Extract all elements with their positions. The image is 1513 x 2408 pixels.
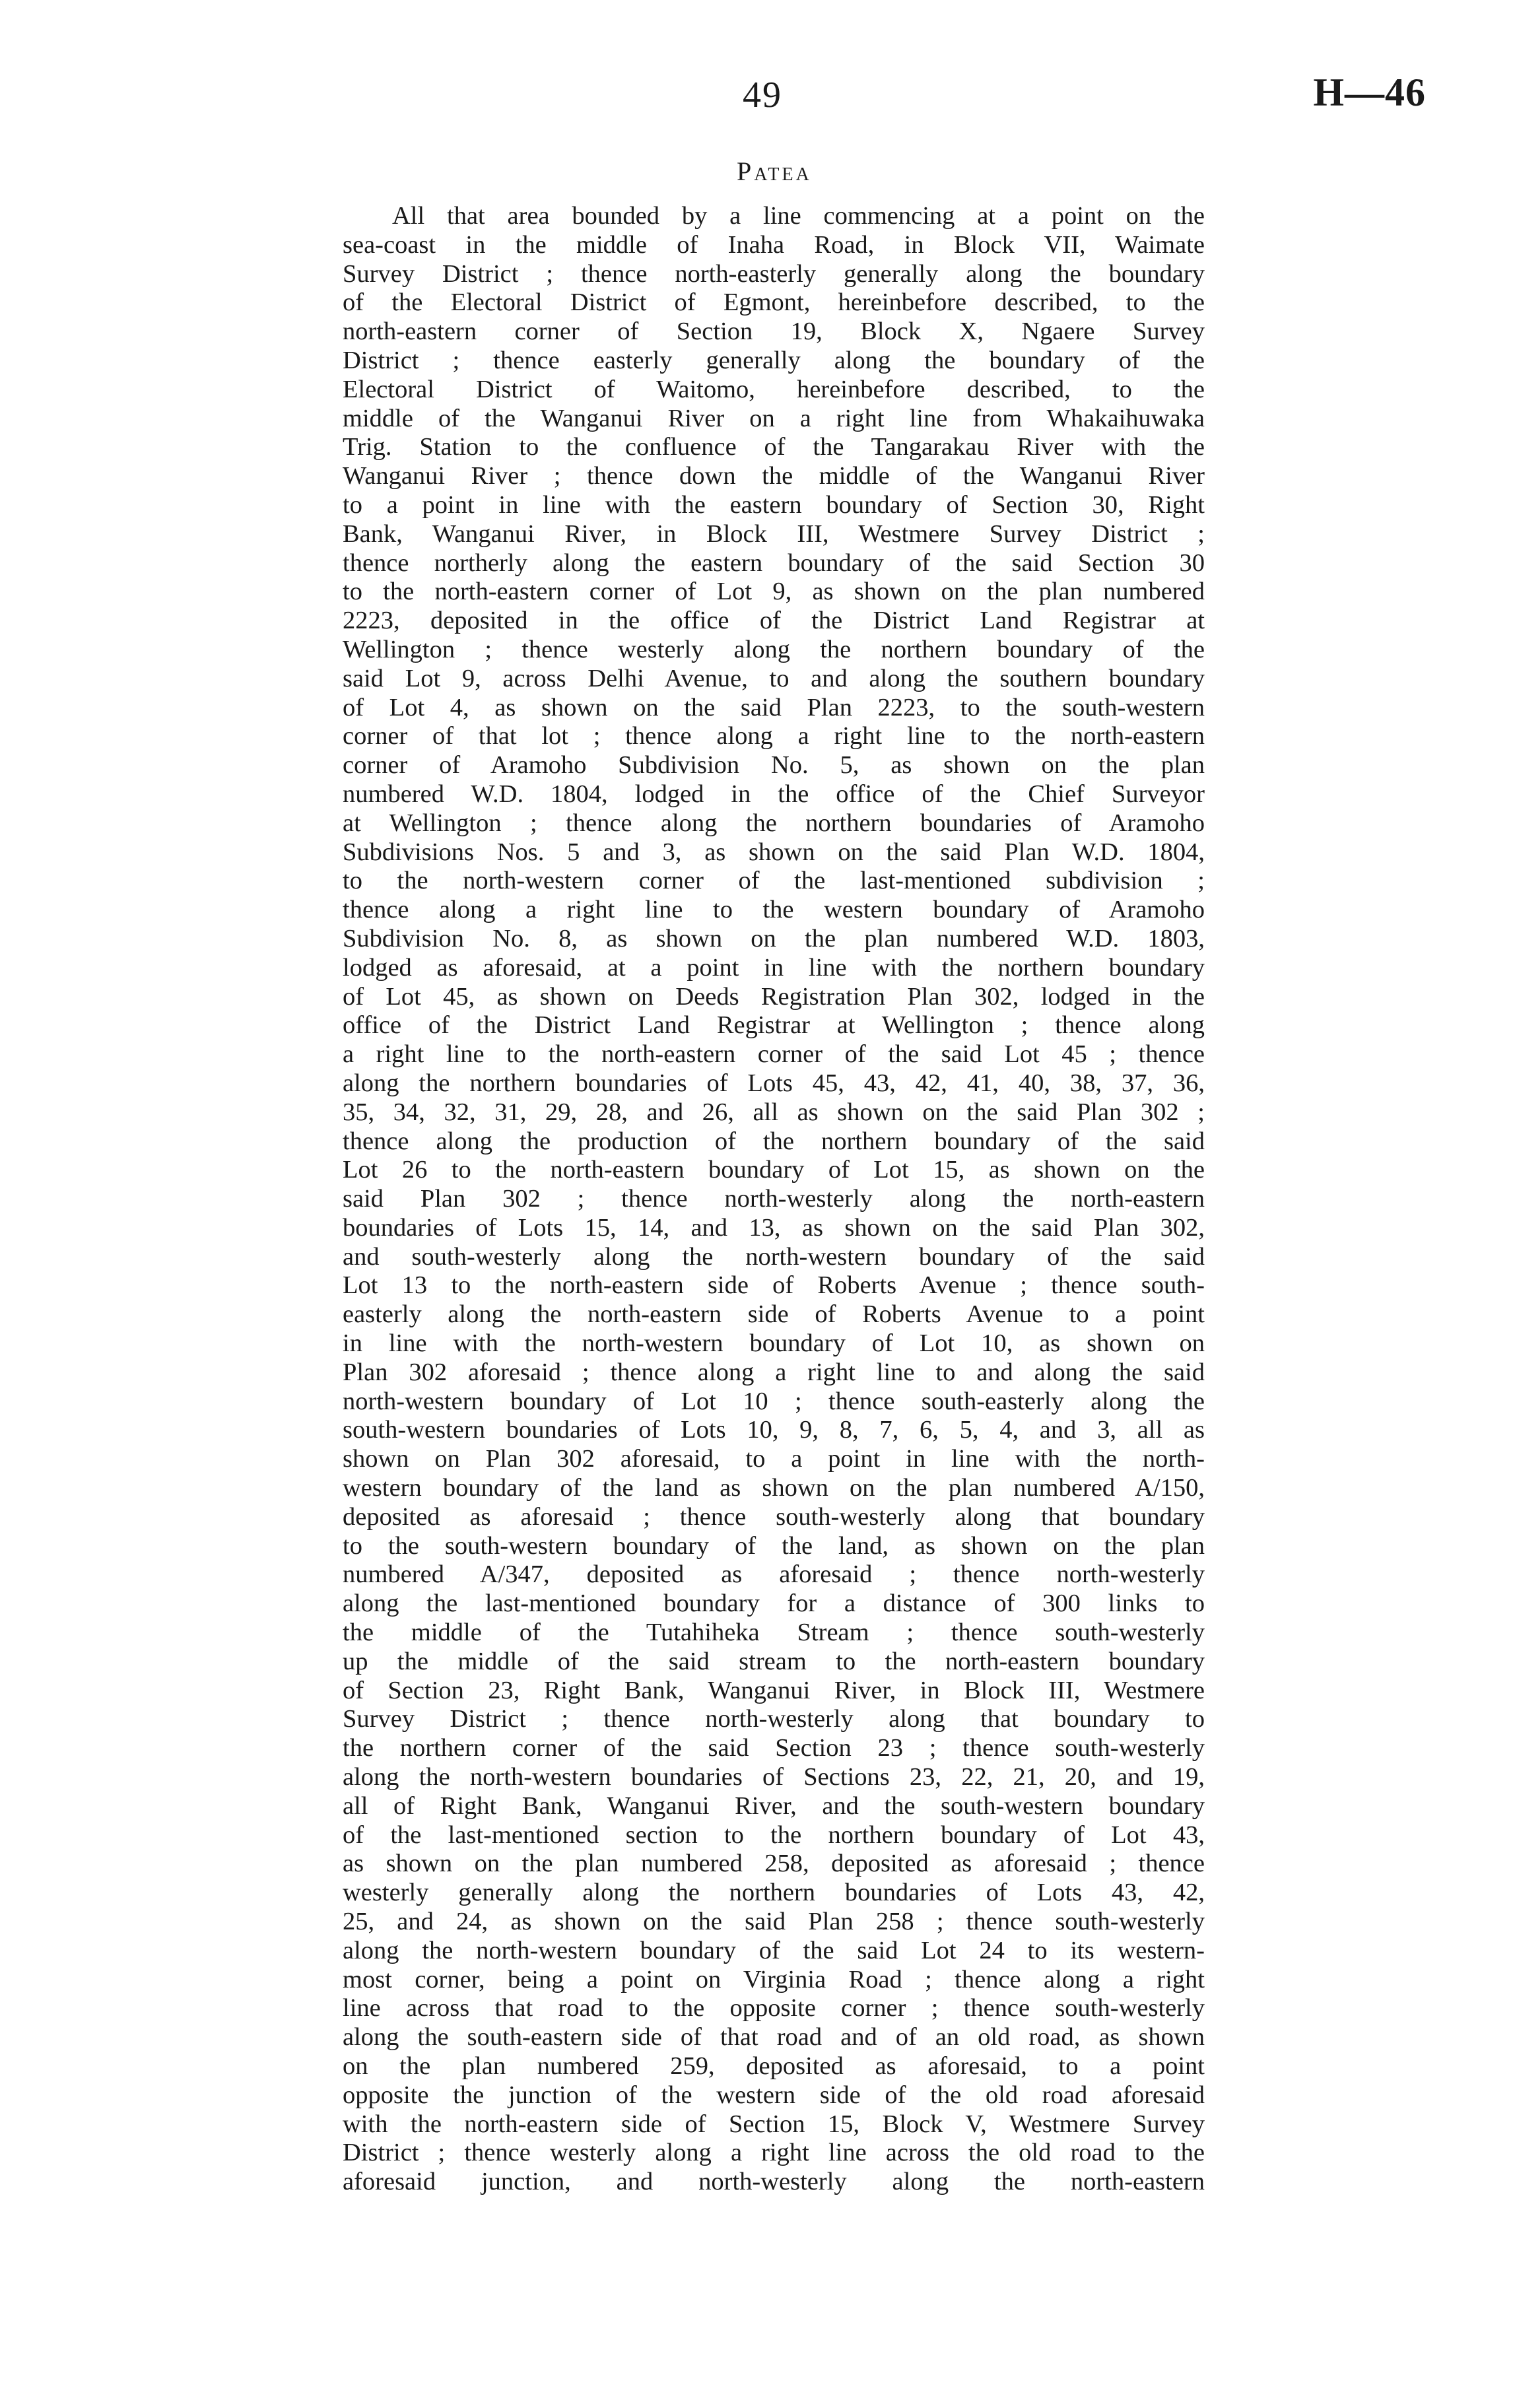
text-line: thence northerly along the eastern boundary of the said Section 30 [343,549,1205,577]
text-line: of Section 23, Right Bank, Wanganui River, in Block III, Westmere [343,1676,1205,1704]
text-line: to the north-eastern corner of Lot 9, as shown on the plan numbered [343,578,1205,606]
text-line: opposite the junction of the western side of the old road aforesaid [343,2081,1205,2109]
text-line: as shown on the plan numbered 258, deposited as aforesaid ; thence [343,1850,1205,1878]
text-line: thence along a right line to the western boundary of Aramoho [343,896,1205,924]
text-line: middle of the Wanganui River on a right line from Whakaihuwaka [343,404,1205,432]
text-line: easterly along the north-eastern side of Roberts Avenue to a point [343,1300,1205,1329]
page-number: 49 [743,75,782,116]
text-line: south-western boundaries of Lots 10, 9, 8, 7, 6, 5, 4, and 3, all as [343,1416,1205,1444]
text-line: District ; thence westerly along a right line across the old road to the [343,2139,1205,2167]
text-line: boundaries of Lots 15, 14, and 13, as shown on the said Plan 302, [343,1213,1205,1242]
text-line: Electoral District of Waitomo, hereinbefore described, to the [343,375,1205,403]
text-line: thence along the production of the northern boundary of the said [343,1127,1205,1155]
text-line: at Wellington ; thence along the northern boundaries of Aramoho [343,809,1205,837]
text-line: of Lot 45, as shown on Deeds Registration Plan 302, lodged in the [343,982,1205,1011]
section-heading: Patea [737,156,812,186]
text-line: along the north-western boundary of the said Lot 24 to its western- [343,1936,1205,1964]
text-line: Plan 302 aforesaid ; thence along a right line to and along the said [343,1358,1205,1386]
text-line: Trig. Station to the confluence of the Tangarakau River with the [343,433,1205,461]
text-line: and south-westerly along the north-western boundary of the said [343,1242,1205,1271]
text-line: Wanganui River ; thence down the middle of the Wanganui River [343,462,1205,490]
text-line: to the north-western corner of the last-mentioned subdivision ; [343,867,1205,895]
text-line: along the north-western boundaries of Sections 23, 22, 21, 20, and 19, [343,1763,1205,1791]
text-line: of the last-mentioned section to the northern boundary of Lot 43, [343,1821,1205,1849]
text-line: line across that road to the opposite corner ; thence south-westerly [343,1994,1205,2023]
text-line: most corner, being a point on Virginia Road ; thence along a right [343,1965,1205,1993]
text-line: Survey District ; thence north-easterly generally along the boundary [343,259,1205,288]
boundary-description [343,202,1205,2197]
text-line: along the south-eastern side of that road and of an old road, as shown [343,2023,1205,2052]
text-line: numbered W.D. 1804, lodged in the office of the Chief Surveyor [343,780,1205,808]
text-line: on the plan numbered 259, deposited as aforesaid, to a point [343,2052,1205,2080]
text-line: the middle of the Tutahiheka Stream ; thence south-westerly [343,1619,1205,1647]
text-line: Survey District ; thence north-westerly along that boundary to [343,1705,1205,1733]
text-line: of Lot 4, as shown on the said Plan 2223, to the south-western [343,693,1205,721]
text-line: said Plan 302 ; thence north-westerly along the north-eastern [343,1185,1205,1213]
text-line: Lot 26 to the north-eastern boundary of Lot 15, as shown on the [343,1156,1205,1184]
text-line: corner of Aramoho Subdivision No. 5, as shown on the plan [343,751,1205,780]
text-line: along the northern boundaries of Lots 45, 43, 42, 41, 40, 38, 37, 36, [343,1069,1205,1097]
text-line: westerly generally along the northern boundaries of Lots 43, 42, [343,1879,1205,1907]
text-line: shown on Plan 302 aforesaid, to a point in line with the north- [343,1445,1205,1473]
text-line: Subdivision No. 8, as shown on the plan numbered W.D. 1803, [343,924,1205,953]
text-line: Lot 13 to the north-eastern side of Roberts Avenue ; thence south- [343,1271,1205,1300]
text-line: a right line to the north-eastern corner of the said Lot 45 ; thence [343,1040,1205,1069]
text-line: District ; thence easterly generally along the boundary of the [343,346,1205,374]
paper-reference: H—46 [1313,71,1426,114]
text-line: corner of that lot ; thence along a right line to the north-eastern [343,722,1205,751]
text-line: Subdivisions Nos. 5 and 3, as shown on the said Plan W.D. 1804, [343,838,1205,866]
text-line: Wellington ; thence westerly along the northern boundary of the [343,635,1205,663]
text-line: with the north-eastern side of Section 15, Block V, Westmere Survey [343,2110,1205,2138]
text-line: deposited as aforesaid ; thence south-westerly along that boundary [343,1502,1205,1531]
text-line: All that area bounded by a line commencing at a point on the [392,202,1205,230]
text-line: in line with the north-western boundary of Lot 10, as shown on [343,1329,1205,1358]
text-line: aforesaid junction, and north-westerly along the north-eastern [343,2168,1205,2196]
text-line: office of the District Land Registrar at Wellington ; thence along [343,1011,1205,1040]
text-line: of the Electoral District of Egmont, hereinbefore described, to the [343,288,1205,317]
text-line: all of Right Bank, Wanganui River, and the south-western boundary [343,1791,1205,1820]
text-line: north-western boundary of Lot 10 ; thence south-easterly along the [343,1387,1205,1415]
text-line: sea-coast in the middle of Inaha Road, in Block VII, Waimate [343,230,1205,259]
text-line: Bank, Wanganui River, in Block III, Westmere Survey District ; [343,519,1205,548]
text-line: to the south-western boundary of the land, as shown on the plan [343,1531,1205,1560]
text-line: western boundary of the land as shown on the plan numbered A/150, [343,1474,1205,1502]
text-line: numbered A/347, deposited as aforesaid ; thence north-westerly [343,1560,1205,1589]
text-line: 35, 34, 32, 31, 29, 28, and 26, all as shown on the said Plan 302 ; [343,1098,1205,1126]
text-line: said Lot 9, across Delhi Avenue, to and along the southern boundary [343,664,1205,692]
text-line: to a point in line with the eastern boundary of Section 30, Right [343,490,1205,519]
text-line: north-eastern corner of Section 19, Block X, Ngaere Survey [343,318,1205,346]
text-line: 25, and 24, as shown on the said Plan 258 ; thence south-westerly [343,1908,1205,1936]
text-line: the northern corner of the said Section 23 ; thence south-westerly [343,1734,1205,1762]
text-line: lodged as aforesaid, at a point in line with the northern boundary [343,953,1205,982]
text-line: up the middle of the said stream to the north-eastern boundary [343,1647,1205,1675]
text-line: 2223, deposited in the office of the District Land Registrar at [343,607,1205,635]
text-line: along the last-mentioned boundary for a distance of 300 links to [343,1589,1205,1618]
